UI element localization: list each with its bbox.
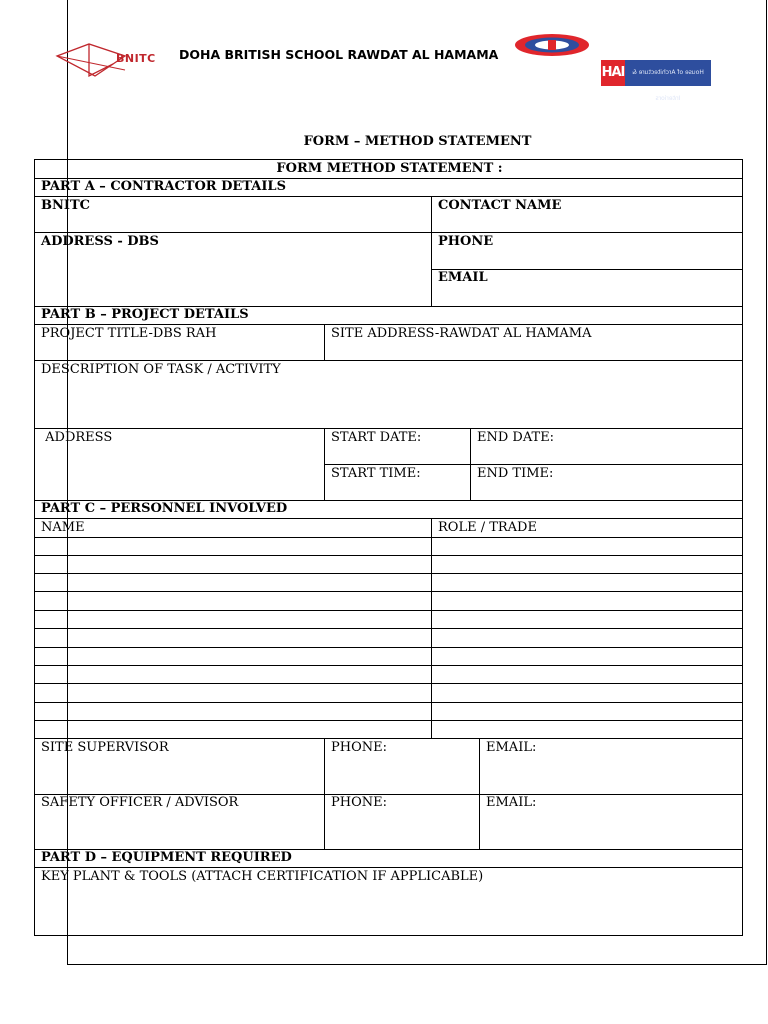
project-address-label: ADDRESS — [41, 430, 113, 445]
column-divider — [431, 518, 432, 738]
form-title: FORM – METHOD STATEMENT — [303, 134, 532, 149]
part-b-heading: PART B – PROJECT DETAILS — [41, 307, 249, 322]
row-divider — [35, 573, 742, 574]
column-divider — [324, 324, 325, 360]
contractor-address-label: ADDRESS - DBS — [41, 234, 159, 249]
part-a-heading: PART A – CONTRACTOR DETAILS — [41, 179, 286, 194]
personnel-role-header: ROLE / TRADE — [438, 520, 537, 535]
row-divider — [35, 738, 742, 739]
start-date-label: START DATE: — [331, 430, 422, 445]
row-divider — [35, 867, 742, 868]
personnel-name-header: NAME — [41, 520, 85, 535]
end-date-label: END DATE: — [477, 430, 555, 445]
row-divider — [35, 555, 742, 556]
contractor-company: BNITC — [41, 198, 90, 213]
task-description-label: DESCRIPTION OF TASK / ACTIVITY — [41, 362, 281, 377]
phone-label: PHONE — [438, 234, 494, 249]
row-divider — [35, 665, 742, 666]
hai-logo — [601, 60, 711, 102]
row-divider — [35, 720, 742, 721]
start-time-label: START TIME: — [331, 466, 421, 481]
row-divider — [35, 628, 742, 629]
row-divider — [35, 324, 742, 325]
row-divider — [324, 464, 742, 465]
column-divider — [324, 428, 325, 500]
row-divider — [35, 591, 742, 592]
method-statement-table — [34, 159, 743, 936]
row-divider — [35, 537, 742, 538]
row-divider — [35, 232, 742, 233]
column-divider — [470, 428, 471, 500]
row-divider — [35, 196, 742, 197]
site-supervisor-label: SITE SUPERVISOR — [41, 740, 169, 755]
school-name: DOHA BRITISH SCHOOL RAWDAT AL HAMAMA — [179, 47, 499, 62]
row-divider — [35, 428, 742, 429]
row-divider — [35, 702, 742, 703]
row-divider — [35, 683, 742, 684]
safety-officer-label: SAFETY OFFICER / ADVISOR — [41, 795, 239, 810]
email-label: EMAIL — [438, 270, 488, 285]
end-time-label: END TIME: — [477, 466, 554, 481]
column-divider — [479, 738, 480, 849]
row-divider — [35, 360, 742, 361]
table-title: FORM METHOD STATEMENT : — [276, 161, 503, 176]
safety-email-label: EMAIL: — [486, 795, 537, 810]
safety-phone-label: PHONE: — [331, 795, 387, 810]
supervisor-email-label: EMAIL: — [486, 740, 537, 755]
emblem-logo — [512, 31, 592, 59]
column-divider — [324, 738, 325, 849]
hai-logo-band: House of Architecture & Interiors — [625, 60, 711, 86]
bnitc-logo-text: BNITC — [116, 52, 156, 65]
hai-logo-mark: HAI — [601, 60, 625, 86]
contact-name-label: CONTACT NAME — [438, 198, 562, 213]
column-divider — [431, 196, 432, 306]
row-divider — [35, 610, 742, 611]
site-address-label: SITE ADDRESS-RAWDAT AL HAMAMA — [331, 326, 592, 341]
supervisor-phone-label: PHONE: — [331, 740, 387, 755]
part-c-heading: PART C – PERSONNEL INVOLVED — [41, 501, 288, 516]
part-d-heading: PART D – EQUIPMENT REQUIRED — [41, 850, 292, 865]
project-title-label: PROJECT TITLE-DBS RAH — [41, 326, 217, 341]
row-divider — [35, 647, 742, 648]
plant-tools-label: KEY PLANT & TOOLS (ATTACH CERTIFICATION IF APPLICABLE) — [41, 869, 484, 884]
row-divider — [35, 518, 742, 519]
